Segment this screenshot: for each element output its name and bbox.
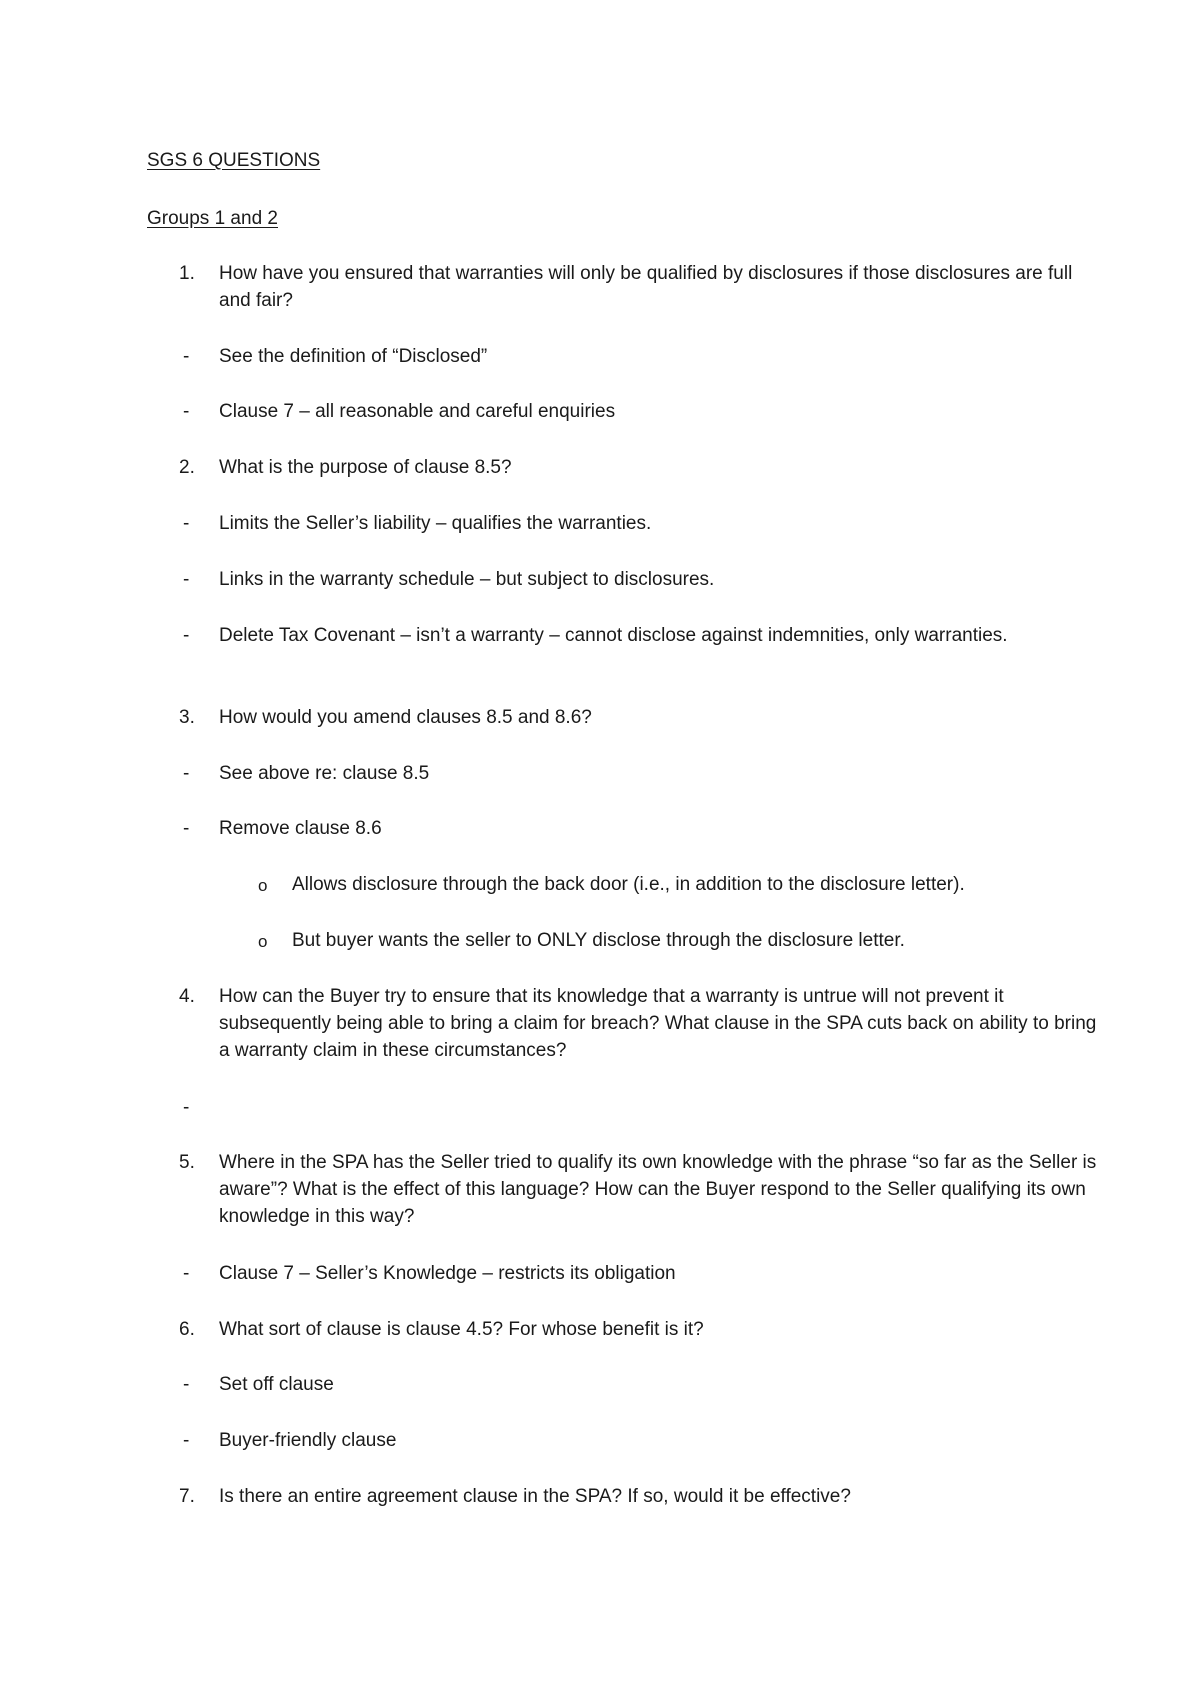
list-marker: 1.: [179, 263, 195, 284]
sub-answer-text: Allows disclosure through the back door (i.e., in addition to the disclosure letter).: [292, 874, 965, 895]
list-marker: -: [183, 818, 190, 839]
list-marker: 5.: [179, 1152, 195, 1173]
question-text: How can the Buyer try to ensure that its knowledge that a warranty is untrue will not prevent it subsequently being able to bring a claim for breach? What clause in the SPA cuts back on ability to bring a warranty claim in these circumstances?: [219, 986, 1097, 1061]
list-marker: -: [183, 1374, 190, 1395]
list-marker: -: [183, 1263, 190, 1284]
list-marker: 3.: [179, 707, 195, 728]
question-text: What sort of clause is clause 4.5? For whose benefit is it?: [219, 1319, 704, 1340]
sub-list-marker: o: [258, 932, 268, 951]
answer-text: Links in the warranty schedule – but subject to disclosures.: [219, 569, 715, 590]
list-marker: -: [183, 763, 190, 784]
list-marker: -: [183, 625, 190, 646]
list-marker: 7.: [179, 1486, 195, 1507]
list-marker: -: [183, 401, 190, 422]
answer-text: Clause 7 – Seller’s Knowledge – restricts its obligation: [219, 1263, 676, 1284]
answer-text: See the definition of “Disclosed”: [219, 346, 488, 367]
list-marker: -: [183, 569, 190, 590]
list-marker: -: [183, 346, 190, 367]
answer-text: Delete Tax Covenant – isn’t a warranty – cannot disclose against indemnities, only warranties.: [219, 625, 1008, 646]
document-title: SGS 6 QUESTIONS: [147, 150, 321, 171]
list-marker: -: [183, 513, 190, 534]
answer-text: Set off clause: [219, 1374, 334, 1395]
answer-text: Buyer-friendly clause: [219, 1430, 397, 1451]
question-text: What is the purpose of clause 8.5?: [219, 457, 512, 478]
answer-text: Clause 7 – all reasonable and careful enquiries: [219, 401, 616, 422]
answer-text: Limits the Seller’s liability – qualifies the warranties.: [219, 513, 652, 534]
question-text: How would you amend clauses 8.5 and 8.6?: [219, 707, 592, 728]
list-marker: -: [183, 1097, 190, 1118]
list-marker: -: [183, 1430, 190, 1451]
answer-text: Remove clause 8.6: [219, 818, 382, 839]
document-subtitle: Groups 1 and 2: [147, 208, 278, 229]
question-text: How have you ensured that warranties will only be qualified by disclosures if those disclosures are full and fair?: [219, 263, 1073, 311]
list-marker: 2.: [179, 457, 195, 478]
question-text: Is there an entire agreement clause in the SPA? If so, would it be effective?: [219, 1486, 851, 1507]
list-marker: 4.: [179, 986, 195, 1007]
sub-list-marker: o: [258, 876, 268, 895]
sub-answer-text: But buyer wants the seller to ONLY disclose through the disclosure letter.: [292, 930, 905, 951]
question-text: Where in the SPA has the Seller tried to qualify its own knowledge with the phrase “so far as the Seller is aware”? What is the effect of this language? How can the Buyer respond to the Seller qualifying its own knowledge in this way?: [219, 1152, 1097, 1227]
answer-text: See above re: clause 8.5: [219, 763, 430, 784]
list-marker: 6.: [179, 1319, 195, 1340]
